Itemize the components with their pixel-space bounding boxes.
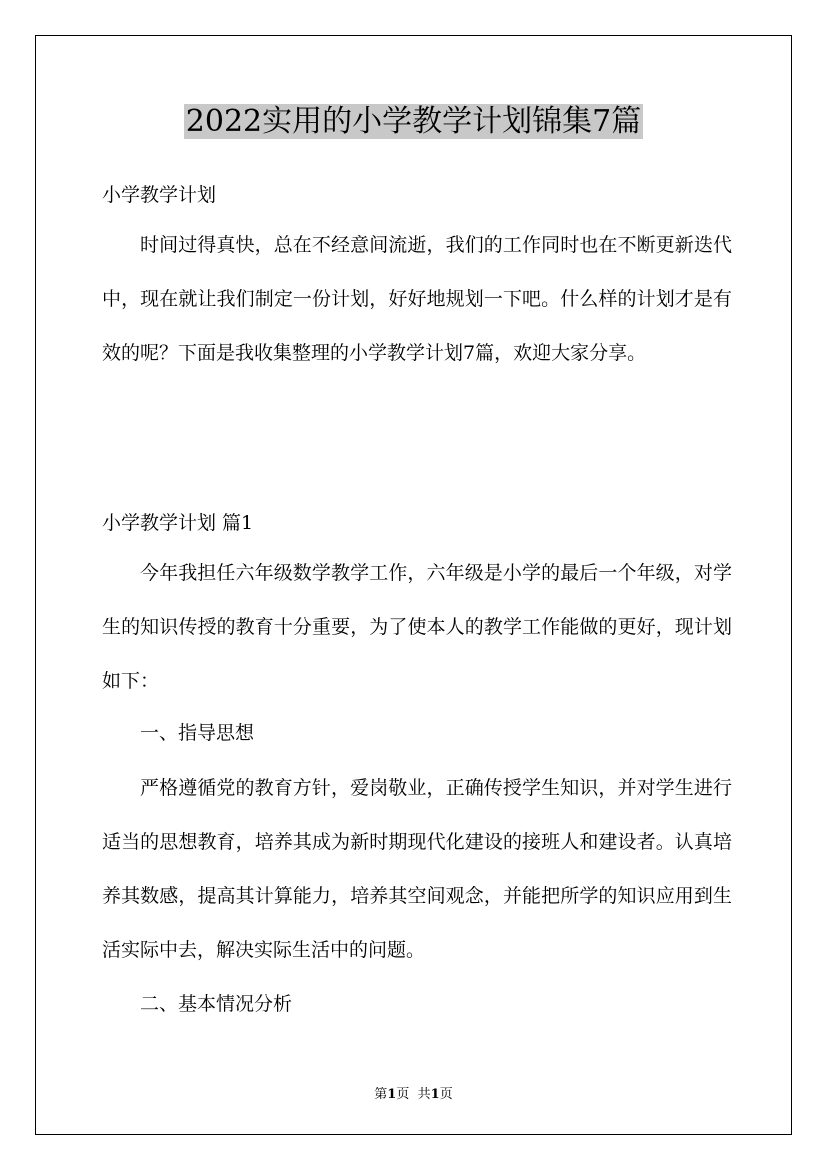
footer-total-suffix: 页 xyxy=(439,1087,453,1102)
intro-heading: 小学教学计划 xyxy=(102,184,217,206)
section1-heading: 小学教学计划 篇1 xyxy=(102,512,254,534)
document-title xyxy=(0,100,827,144)
intro-paragraph: 时间过得真快，总在不经意间流逝，我们的工作同时也在不断更新迭代中，现在就让我们制定一份计划，好好地规划一下吧。什么样的计划才是有效的呢？下面是我收集整理的小学教学计划7篇，欢迎大家分享。 xyxy=(102,234,732,364)
document-title-text: 2022实用的小学教学计划锦集7篇 xyxy=(185,104,642,139)
page-footer xyxy=(0,1083,827,1102)
footer-page-prefix: 第 xyxy=(374,1087,388,1102)
subheading-situation-analysis: 二、基本情况分析 xyxy=(140,993,293,1015)
section1-paragraph: 今年我担任六年级数学教学工作，六年级是小学的最后一个年级，对学生的知识传授的教育十分重要，为了使本人的教学工作能做的更好，现计划如下： xyxy=(102,562,732,692)
guiding-thought-paragraph: 严格遵循党的教育方针，爱岗敬业，正确传授学生知识，并对学生进行适当的思想教育，培养其成为新时期现代化建设的接班人和建设者。认真培养其数感，提高其计算能力，培养其空间观念，并能把所学的知识应用到生活实际中去，解决实际生活中的问题。 xyxy=(102,777,732,961)
footer-total-prefix: 共 xyxy=(417,1087,431,1102)
footer-page-current: 1 xyxy=(387,1087,397,1102)
footer-total-pages: 1 xyxy=(430,1087,440,1102)
subheading-guiding-thought: 一、指导思想 xyxy=(140,722,255,744)
footer-page-suffix: 页 xyxy=(396,1087,410,1102)
